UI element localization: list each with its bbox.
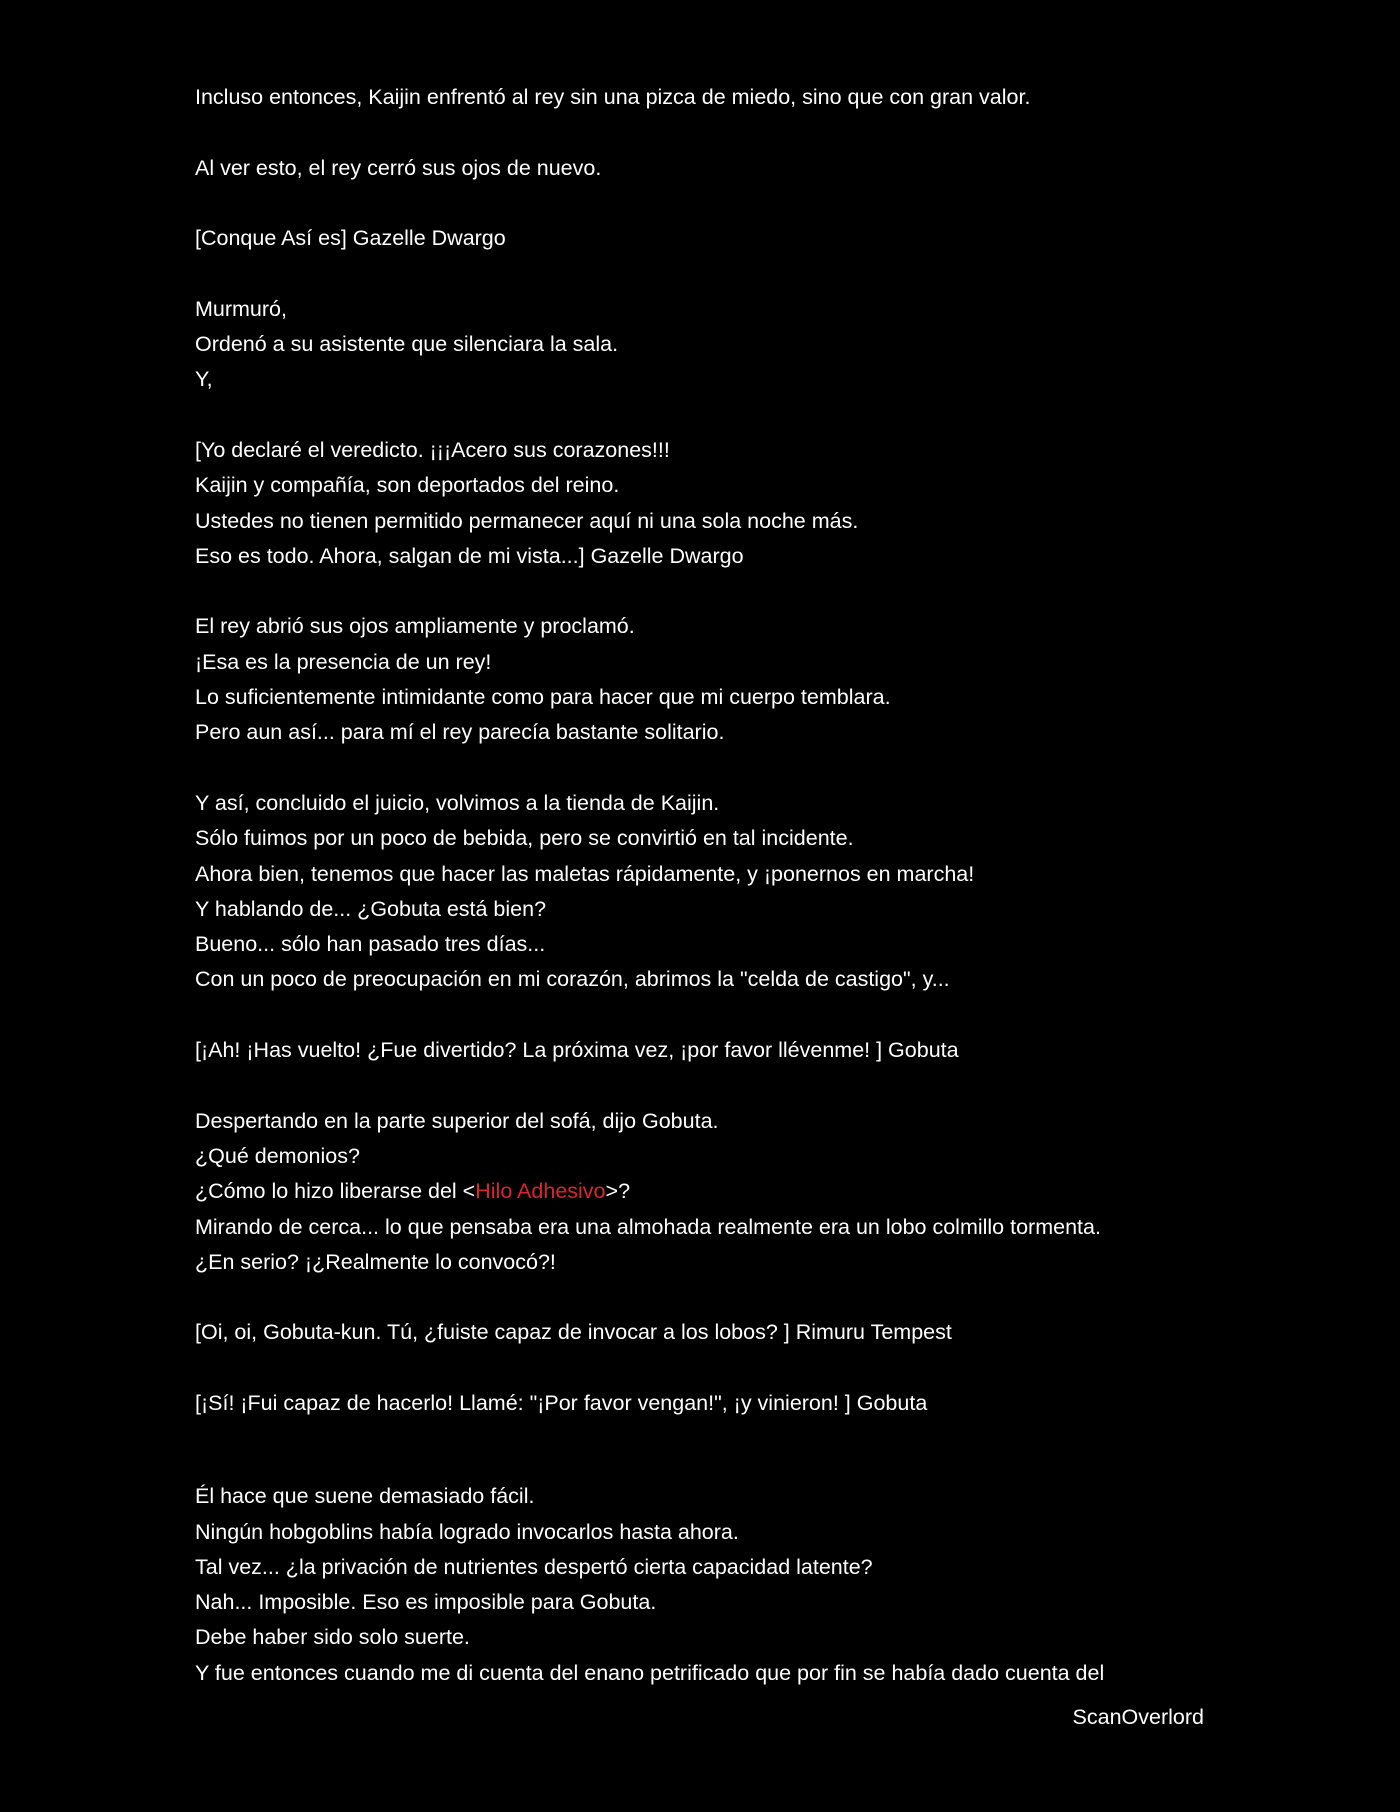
text-line: Y así, concluido el juicio, volvimos a la tienda de Kaijin. — [195, 790, 720, 815]
text-line: ¡Esa es la presencia de un rey! — [195, 649, 492, 674]
dialogue-line: Ustedes no tienen permitido permanecer aquí ni una sola noche más. — [195, 508, 859, 533]
text-line: Y hablando de... ¿Gobuta está bien? — [195, 896, 547, 921]
text-line: Nah... Imposible. Eso es imposible para Gobuta. — [195, 1590, 657, 1615]
dialogue-line: Kaijin y compañía, son deportados del reino. — [195, 473, 620, 498]
text-line: Sólo fuimos por un poco de bebida, pero se convirtió en tal incidente. — [195, 826, 854, 851]
text-line: Despertando en la parte superior del sofá, dijo Gobuta. — [195, 1108, 719, 1133]
text-line: Mirando de cerca... lo que pensaba era una almohada realmente era un lobo colmillo tormenta. — [195, 1214, 1101, 1239]
text-line: Ahora bien, tenemos que hacer las maletas rápidamente, y ¡ponernos en marcha! — [195, 861, 975, 886]
text-line: Murmuró, — [195, 296, 287, 321]
text-line: Y, — [195, 367, 213, 392]
text-line: Debe haber sido solo suerte. — [195, 1625, 470, 1650]
text-line: Incluso entonces, Kaijin enfrentó al rey sin una pizca de miedo, sino que con gran valor. — [195, 85, 1031, 109]
text-line: Él hace que suene demasiado fácil. — [195, 1484, 535, 1509]
scanlation-credit: ScanOverlord — [1072, 1705, 1204, 1729]
text-line: Tal vez... ¿la privación de nutrientes despertó cierta capacidad latente? — [195, 1554, 873, 1579]
text-line: Al ver esto, el rey cerró sus ojos de nuevo. — [195, 155, 602, 180]
dialogue-line: [Oi, oi, Gobuta-kun. Tú, ¿fuiste capaz de invocar a los lobos? ] Rimuru Tempest — [195, 1320, 952, 1345]
text-line: Pero aun así... para mí el rey parecía bastante solitario. — [195, 720, 725, 745]
dialogue-line: [Yo declaré el veredicto. ¡¡¡Acero sus corazones!!! — [195, 437, 670, 462]
dialogue-line: [Conque Así es] Gazelle Dwargo — [195, 226, 506, 251]
text-segment: >? — [605, 1179, 631, 1204]
text-line: Ordenó a su asistente que silenciara la sala. — [195, 332, 619, 357]
dialogue-line: Eso es todo. Ahora, salgan de mi vista...] Gazelle Dwargo — [195, 543, 744, 568]
text-line: Bueno... sólo han pasado tres días... — [195, 932, 546, 957]
text-segment: ¿Cómo lo hizo liberarse del < — [195, 1179, 476, 1204]
dialogue-line: [¡Sí! ¡Fui capaz de hacerlo! Llamé: "¡Por favor vengan!", ¡y vinieron! ] Gobuta — [195, 1390, 928, 1415]
text-line: ¿En serio? ¡¿Realmente lo convocó?! — [195, 1249, 556, 1274]
text-line: Y fue entonces cuando me di cuenta del enano petrificado que por fin se había dado cuenta del — [195, 1660, 1105, 1685]
text-line: ¿Qué demonios? — [195, 1143, 360, 1168]
text-line: Lo suficientemente intimidante como para hacer que mi cuerpo temblara. — [195, 685, 891, 710]
text-line — [195, 1174, 1215, 1209]
text-line: El rey abrió sus ojos ampliamente y proclamó. — [195, 614, 635, 639]
document-page — [195, 80, 1215, 1691]
text-line: Ningún hobgoblins había logrado invocarlos hasta ahora. — [195, 1519, 739, 1544]
highlighted-skill-name: Hilo Adhesivo — [475, 1179, 606, 1204]
dialogue-line: [¡Ah! ¡Has vuelto! ¿Fue divertido? La próxima vez, ¡por favor llévenme! ] Gobuta — [195, 1038, 959, 1063]
text-line: Con un poco de preocupación en mi corazón, abrimos la "celda de castigo", y... — [195, 967, 950, 992]
